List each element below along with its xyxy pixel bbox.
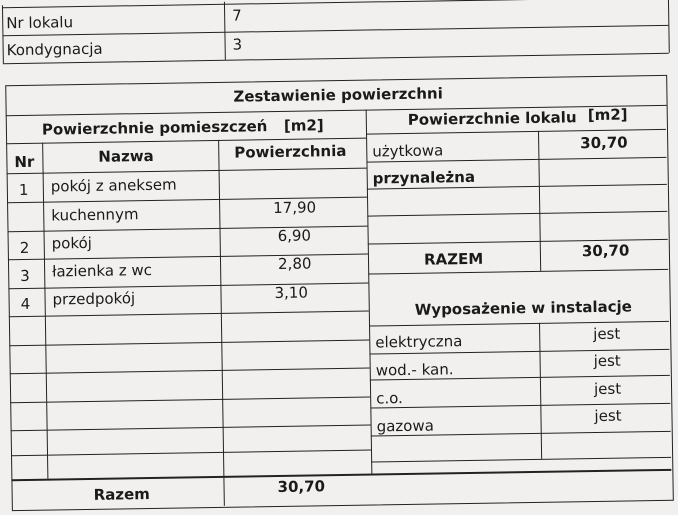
room-name: przedpokój (52, 289, 136, 309)
equipment-label: gazowa (376, 416, 434, 436)
unit-total-label: RAZEM (423, 249, 484, 269)
col-name-header: Nazwa (98, 146, 154, 166)
rooms-total-value: 30,70 (277, 477, 326, 497)
equipment-value: jest (593, 379, 622, 399)
kondygnacja-label: Kondygnacja (6, 39, 103, 60)
unit-row-value: 30,70 (580, 133, 628, 153)
kondygnacja-value: 3 (232, 35, 243, 54)
rooms-total-label: Razem (93, 485, 151, 504)
room-area: 6,90 (277, 226, 312, 245)
nr-lokalu-label: Nr lokalu (6, 13, 74, 33)
top-table-line (668, 0, 670, 53)
unit-unit: [m2] (587, 105, 628, 125)
rooms-unit: [m2] (283, 116, 324, 135)
room-name: pokój (51, 233, 93, 253)
unit-header: Powierzchnie lokalu (407, 108, 577, 129)
room-nr: 3 (20, 266, 30, 286)
equipment-label: c.o. (376, 389, 404, 408)
summary-title: Zestawienie powierzchni (233, 84, 443, 106)
col-nr-header: Nr (14, 152, 35, 172)
nr-lokalu-value: 7 (232, 6, 242, 25)
unit-row-label: przynależna (372, 167, 476, 188)
room-nr: 1 (18, 180, 29, 200)
top-table-line (2, 25, 668, 36)
room-nr: 4 (20, 294, 31, 314)
rooms-header: Powierzchnie pomieszczeń (41, 117, 268, 139)
room-nr: 2 (19, 238, 30, 258)
equipment-label: elektryczna (375, 332, 463, 352)
room-area: 3,10 (274, 283, 309, 303)
unit-row-label: użytkowa (372, 141, 444, 161)
room-area: 2,80 (277, 254, 312, 273)
room-name: kuchennym (51, 205, 139, 225)
top-table-line (2, 0, 668, 8)
equipment-value: jest (594, 406, 622, 426)
equipment-value: jest (593, 351, 621, 371)
unit-total-value: 30,70 (581, 241, 630, 261)
room-area: 17,90 (273, 198, 317, 218)
equipment-header: Wyposażenie w instalacje (414, 297, 633, 319)
equipment-value: jest (593, 324, 621, 344)
equipment-label: wod.- kan. (375, 360, 454, 380)
col-area-header: Powierzchnia (234, 141, 347, 162)
room-name: pokój z aneksem (50, 175, 177, 196)
room-name: łazienka z wc (52, 260, 153, 281)
